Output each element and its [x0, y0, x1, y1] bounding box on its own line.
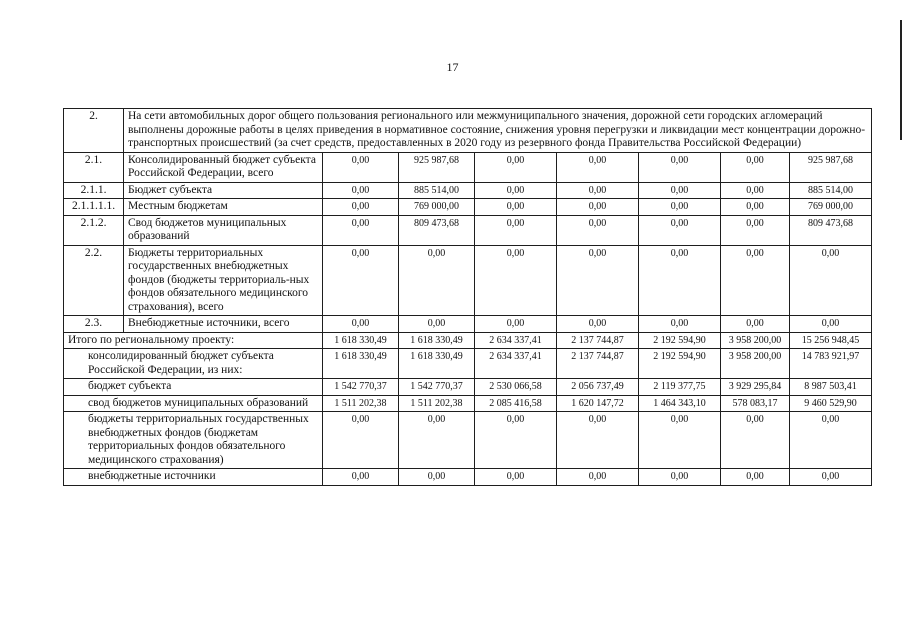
value-cell: 0,00: [557, 199, 639, 216]
value-cell: 0,00: [790, 245, 872, 316]
value-cell: 885 514,00: [399, 182, 475, 199]
value-cell: 0,00: [639, 199, 721, 216]
total-value-cell: 2 192 594,90: [639, 349, 721, 379]
value-cell: 0,00: [399, 316, 475, 333]
total-value-cell: 3 929 295,84: [721, 379, 790, 396]
total-value-cell: 9 460 529,90: [790, 395, 872, 412]
total-value-cell: 3 958 200,00: [721, 349, 790, 379]
value-cell: 0,00: [323, 215, 399, 245]
total-value-cell: 1 618 330,49: [399, 332, 475, 349]
value-cell: 0,00: [557, 182, 639, 199]
total-value-cell: 2 137 744,87: [557, 332, 639, 349]
total-value-cell: 2 056 737,49: [557, 379, 639, 396]
value-cell: 0,00: [639, 182, 721, 199]
table-row: [64, 316, 872, 333]
row-label: Внебюджетные источники, всего: [124, 316, 323, 333]
table-body: [64, 109, 872, 486]
total-value-cell: 2 530 066,58: [475, 379, 557, 396]
value-cell: 0,00: [323, 199, 399, 216]
row-number: 2.1.2.: [64, 215, 124, 245]
total-row: [64, 349, 872, 379]
value-cell: 0,00: [475, 316, 557, 333]
total-value-cell: 1 618 330,49: [323, 332, 399, 349]
value-cell: 0,00: [475, 182, 557, 199]
table-row: [64, 245, 872, 316]
total-value-cell: 1 542 770,37: [323, 379, 399, 396]
total-value-cell: 2 085 416,58: [475, 395, 557, 412]
value-cell: 0,00: [323, 245, 399, 316]
total-value-cell: 1 620 147,72: [557, 395, 639, 412]
total-label: внебюджетные источники: [88, 470, 216, 482]
total-value-cell: 0,00: [639, 412, 721, 469]
total-value-cell: 0,00: [323, 412, 399, 469]
row-number: 2.2.: [64, 245, 124, 316]
row-number: 2.1.1.: [64, 182, 124, 199]
total-value-cell: 2 634 337,41: [475, 332, 557, 349]
total-label-cell: [64, 332, 323, 349]
total-label: Итого по региональному проекту:: [68, 333, 235, 346]
value-cell: 0,00: [475, 215, 557, 245]
value-cell: 0,00: [475, 245, 557, 316]
row-label: Свод бюджетов муниципальных образований: [124, 215, 323, 245]
value-cell: 0,00: [323, 182, 399, 199]
section-number: 2.: [64, 109, 124, 153]
value-cell: 0,00: [639, 152, 721, 182]
value-cell: 0,00: [557, 152, 639, 182]
value-cell: 0,00: [721, 316, 790, 333]
value-cell: 0,00: [323, 316, 399, 333]
total-row: [64, 395, 872, 412]
scan-edge-mark: [900, 20, 902, 140]
total-value-cell: 2 634 337,41: [475, 349, 557, 379]
row-number: 2.1.: [64, 152, 124, 182]
total-value-cell: 0,00: [557, 469, 639, 486]
row-label: Бюджет субъекта: [124, 182, 323, 199]
total-row: [64, 469, 872, 486]
row-label: Бюджеты территориальных государственных внебюджетных фондов (бюджеты территориаль-ных фондов обязательного медицинского страхования), всего: [124, 245, 323, 316]
value-cell: 0,00: [557, 245, 639, 316]
value-cell: 769 000,00: [399, 199, 475, 216]
total-value-cell: 15 256 948,45: [790, 332, 872, 349]
row-number: 2.3.: [64, 316, 124, 333]
value-cell: 0,00: [721, 215, 790, 245]
total-label: консолидированный бюджет субъекта Российской Федерации, из них:: [88, 350, 274, 376]
value-cell: 0,00: [475, 199, 557, 216]
value-cell: 0,00: [475, 152, 557, 182]
total-label-cell: [64, 379, 323, 396]
value-cell: 0,00: [639, 245, 721, 316]
total-value-cell: 0,00: [721, 469, 790, 486]
value-cell: 0,00: [721, 152, 790, 182]
total-value-cell: 0,00: [721, 412, 790, 469]
total-row: [64, 379, 872, 396]
total-value-cell: 578 083,17: [721, 395, 790, 412]
row-label: Консолидированный бюджет субъекта Российской Федерации, всего: [124, 152, 323, 182]
total-value-cell: 8 987 503,41: [790, 379, 872, 396]
total-value-cell: 3 958 200,00: [721, 332, 790, 349]
value-cell: 885 514,00: [790, 182, 872, 199]
total-value-cell: 1 511 202,38: [399, 395, 475, 412]
total-value-cell: 1 511 202,38: [323, 395, 399, 412]
value-cell: 0,00: [557, 316, 639, 333]
total-value-cell: 0,00: [475, 412, 557, 469]
total-label-cell: [64, 349, 323, 379]
value-cell: 769 000,00: [790, 199, 872, 216]
total-label-cell: [64, 395, 323, 412]
value-cell: 0,00: [721, 245, 790, 316]
total-value-cell: 14 783 921,97: [790, 349, 872, 379]
value-cell: 809 473,68: [399, 215, 475, 245]
table-row: [64, 152, 872, 182]
total-value-cell: 0,00: [475, 469, 557, 486]
value-cell: 0,00: [323, 152, 399, 182]
table-row: [64, 199, 872, 216]
value-cell: 0,00: [639, 215, 721, 245]
total-value-cell: 0,00: [399, 469, 475, 486]
total-value-cell: 1 464 343,10: [639, 395, 721, 412]
total-label: бюджет субъекта: [88, 380, 172, 392]
total-value-cell: 0,00: [399, 412, 475, 469]
total-label: свод бюджетов муниципальных образований: [88, 396, 309, 409]
value-cell: 0,00: [721, 182, 790, 199]
value-cell: 0,00: [557, 215, 639, 245]
value-cell: 0,00: [790, 316, 872, 333]
row-number: 2.1.1.1.1.: [64, 199, 124, 216]
value-cell: 0,00: [399, 245, 475, 316]
total-value-cell: 2 119 377,75: [639, 379, 721, 396]
page-number: 17: [446, 60, 459, 74]
total-value-cell: 2 192 594,90: [639, 332, 721, 349]
total-value-cell: 1 618 330,49: [399, 349, 475, 379]
value-cell: 925 987,68: [399, 152, 475, 182]
section-row: [64, 109, 872, 153]
value-cell: 0,00: [721, 199, 790, 216]
row-label: Местным бюджетам: [124, 199, 323, 216]
total-value-cell: 0,00: [557, 412, 639, 469]
total-value-cell: 0,00: [790, 469, 872, 486]
value-cell: 925 987,68: [790, 152, 872, 182]
total-label-cell: [64, 469, 323, 486]
total-value-cell: 1 618 330,49: [323, 349, 399, 379]
total-row: [64, 412, 872, 469]
total-row: [64, 332, 872, 349]
total-value-cell: 0,00: [639, 469, 721, 486]
budget-table: [63, 108, 872, 486]
table-row: [64, 182, 872, 199]
total-value-cell: 2 137 744,87: [557, 349, 639, 379]
total-value-cell: 0,00: [323, 469, 399, 486]
section-title: На сети автомобильных дорог общего пользования регионального или межмуниципального значения, дорожной сети городских агломераций выполнены дорожные работы в целях приведения в нормативное состояние, снижения уровня перегрузки и ликвидации мест концентрации дорожно-транспортных происшествий (за счет средств, предоставленных в 2020 году из резервного фонда Правительства Российской Федерации): [124, 109, 872, 153]
table-row: [64, 215, 872, 245]
total-value-cell: 1 542 770,37: [399, 379, 475, 396]
total-label: бюджеты территориальных государственных внебюджетных фондов (бюджетам территориальных фондов обязательного медицинского страхования): [88, 413, 309, 466]
total-label-cell: [64, 412, 323, 469]
value-cell: 0,00: [639, 316, 721, 333]
value-cell: 809 473,68: [790, 215, 872, 245]
total-value-cell: 0,00: [790, 412, 872, 469]
